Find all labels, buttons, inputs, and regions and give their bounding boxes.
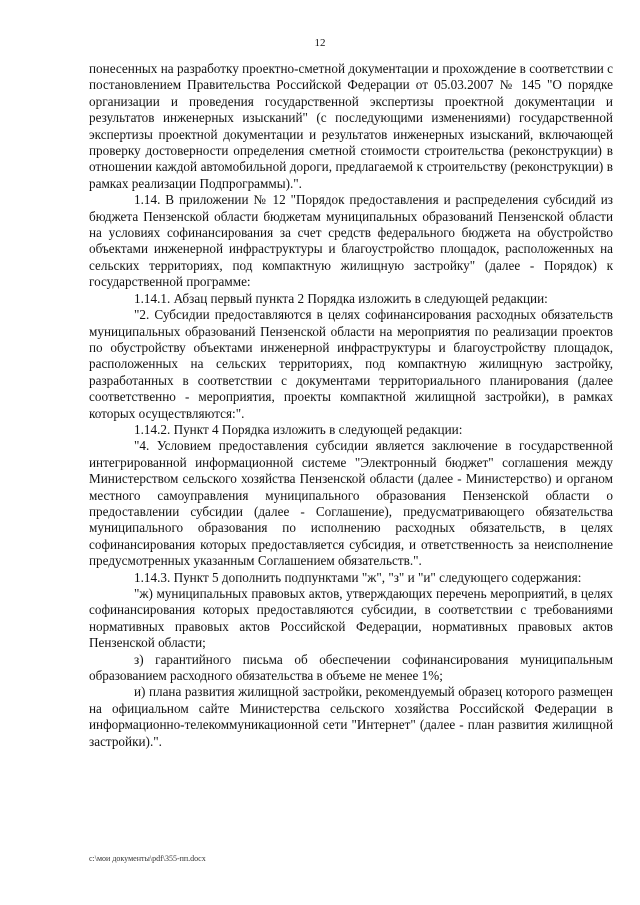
paragraph-subitem-z: з) гарантийного письма об обеспечении софинансирования муниципальным образованием расходного обязательства в объеме не менее 1%; [89, 651, 613, 684]
paragraph-continuation: понесенных на разработку проектно-сметной документации и прохождение в соответствии с постановлением Правительства Российской Федерации от 05.03.2007 № 145 "О порядке организации и проведения государственной экспертизы проектной документации и результатов инженерных изысканий" (с последующими изменениями) государственной экспертизы проектной документации и результатов инженерных изысканий, включающей проверку достоверности определения сметной стоимости строительства (реконструкции) в отношении каждой автомобильной дороги, предлагаемой к строительству (реконструкции) в рамках реализации Подпрограммы).". [89, 61, 613, 191]
paragraph-subitem-zh: "ж) муниципальных правовых актов, утверждающих перечень мероприятий, в целях софинансирования которых предоставляются субсидии, в соответствии с требованиями нормативных правовых актов Российской Федерации, нормативных правовых актов Пензенской области; [89, 586, 613, 651]
paragraph-1-14-3: 1.14.3. Пункт 5 дополнить подпунктами "ж", "з" и "и" следующего содержания: [134, 569, 582, 585]
page-number: 12 [314, 37, 326, 49]
paragraph-quote-4: "4. Условием предоставления субсидии является заключение в государственной интегрированной информационной системе "Электронный бюджет" соглашения между Министерством сельского хозяйства Пензенской области (далее - Министерство) и органом местного самоуправления муниципального образования Пензенской области о предоставлении субсидии (далее - Соглашение), предусматривающего обязательства муниципального образования по исполнению расходных обязательств, в целях софинансирования которых предоставляется субсидия, и ответственность за неисполнение предусмотренных указанным Соглашением обязательств.". [89, 438, 613, 569]
paragraph-quote-2: "2. Субсидии предоставляются в целях софинансирования расходных обязательств муниципальных образований Пензенской области на мероприятия по реализации проектов по обустройству объектами инженерной инфраструктуры и благоустройству площадок, расположенных на сельских территориях, под компактную жилищную застройку, разработанных в соответствии с документами территориального планирования (далее соответственно - мероприятия, проекты компактной жилищной застройки), в рамках которых осуществляются:". [89, 307, 613, 421]
paragraph-1-14-2: 1.14.2. Пункт 4 Порядка изложить в следующей редакции: [134, 421, 463, 437]
paragraph-1-14-1: 1.14.1. Абзац первый пункта 2 Порядка изложить в следующей редакции: [134, 290, 548, 306]
document-body [89, 61, 613, 750]
footer-file-path: c:\мои документы\pdf\355-пп.docx [89, 854, 206, 863]
paragraph-subitem-i: и) плана развития жилищной застройки, рекомендуемый образец которого размещен на официальном сайте Министерства сельского хозяйства Российской Федерации в информационно-телекоммуникационной сети "Интернет" (далее - план развития жилищной застройки).". [89, 684, 613, 749]
paragraph-1-14: 1.14. В приложении № 12 "Порядок предоставления и распределения субсидий из бюджета Пензенской области бюджетам муниципальных образований Пензенской области на условиях софинансирования за счет средств федерального бюджета на обустройство объектами инженерной инфраструктуры и благоустройство площадок, расположенных на сельских территориях, под компактную жилищную застройку" (далее - Порядок) к государственной программе: [89, 192, 613, 290]
